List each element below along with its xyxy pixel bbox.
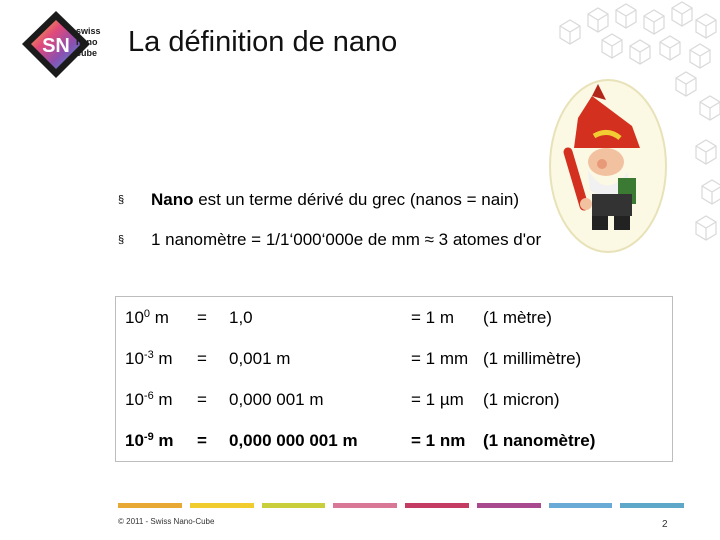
swiss-nano-cube-logo bbox=[20, 10, 114, 80]
table-row bbox=[116, 297, 673, 339]
stripe-segment bbox=[477, 503, 541, 508]
equals-cell: = bbox=[197, 307, 207, 327]
bullet-list bbox=[118, 180, 558, 260]
bullet-marker: § bbox=[118, 234, 125, 246]
stripe-segment bbox=[262, 503, 326, 508]
power-cell: $10^{-6}$ m bbox=[125, 389, 173, 409]
logo-word-nano: nano bbox=[76, 37, 98, 47]
logo-word-cube: cube bbox=[76, 48, 98, 58]
table-row bbox=[116, 420, 673, 462]
unit-name-cell: (1 millimètre) bbox=[483, 348, 582, 368]
copyright-footer: © 2011 - Swiss Nano-Cube bbox=[118, 517, 215, 526]
bullet-text: 1 nanomètre = 1/1‘000‘000e de mm ≈ 3 atomes d'or bbox=[151, 230, 542, 249]
result-cell: = 1 mm bbox=[411, 348, 469, 368]
bullet-text: est un terme dérivé du grec (nanos = nain) bbox=[193, 190, 520, 209]
table-row bbox=[116, 379, 673, 420]
unit-name-cell: (1 mètre) bbox=[483, 307, 552, 327]
table-row bbox=[116, 338, 673, 379]
unit-name-cell: (1 nanomètre) bbox=[483, 430, 596, 450]
bullet-bold-term: Nano bbox=[151, 190, 194, 209]
color-stripe-bar bbox=[118, 503, 684, 508]
power-cell: $10^{-3}$ m bbox=[125, 348, 173, 368]
garden-gnome-image bbox=[548, 78, 668, 254]
result-cell: = 1 m bbox=[411, 307, 454, 327]
result-cell: = 1 nm bbox=[411, 430, 466, 450]
stripe-segment bbox=[549, 503, 613, 508]
logo-word-swiss: swiss bbox=[76, 26, 101, 36]
result-cell: = 1 µm bbox=[411, 389, 464, 409]
equals-cell: = bbox=[197, 389, 207, 409]
stripe-segment bbox=[190, 503, 254, 508]
bullet-marker: § bbox=[118, 194, 125, 206]
value-cell: 1,0 bbox=[229, 307, 253, 327]
svg-text:SN: SN bbox=[42, 35, 70, 57]
stripe-segment bbox=[620, 503, 684, 508]
power-cell: $10^0$ m bbox=[125, 307, 169, 327]
units-table bbox=[115, 296, 673, 462]
slide-title: La définition de nano bbox=[128, 26, 398, 58]
unit-name-cell: (1 micron) bbox=[483, 389, 560, 409]
power-cell: $10^{-9}$ m bbox=[125, 430, 174, 450]
bullet-nanometer bbox=[118, 220, 558, 260]
bullet-nano-definition bbox=[118, 180, 558, 220]
stripe-segment bbox=[333, 503, 397, 508]
value-cell: 0,000 000 001 m bbox=[229, 430, 358, 450]
value-cell: 0,001 m bbox=[229, 348, 291, 368]
stripe-segment bbox=[118, 503, 182, 508]
equals-cell: = bbox=[197, 348, 207, 368]
value-cell: 0,000 001 m bbox=[229, 389, 324, 409]
page-number: 2 bbox=[662, 519, 668, 530]
stripe-segment bbox=[405, 503, 469, 508]
equals-cell: = bbox=[197, 430, 207, 450]
